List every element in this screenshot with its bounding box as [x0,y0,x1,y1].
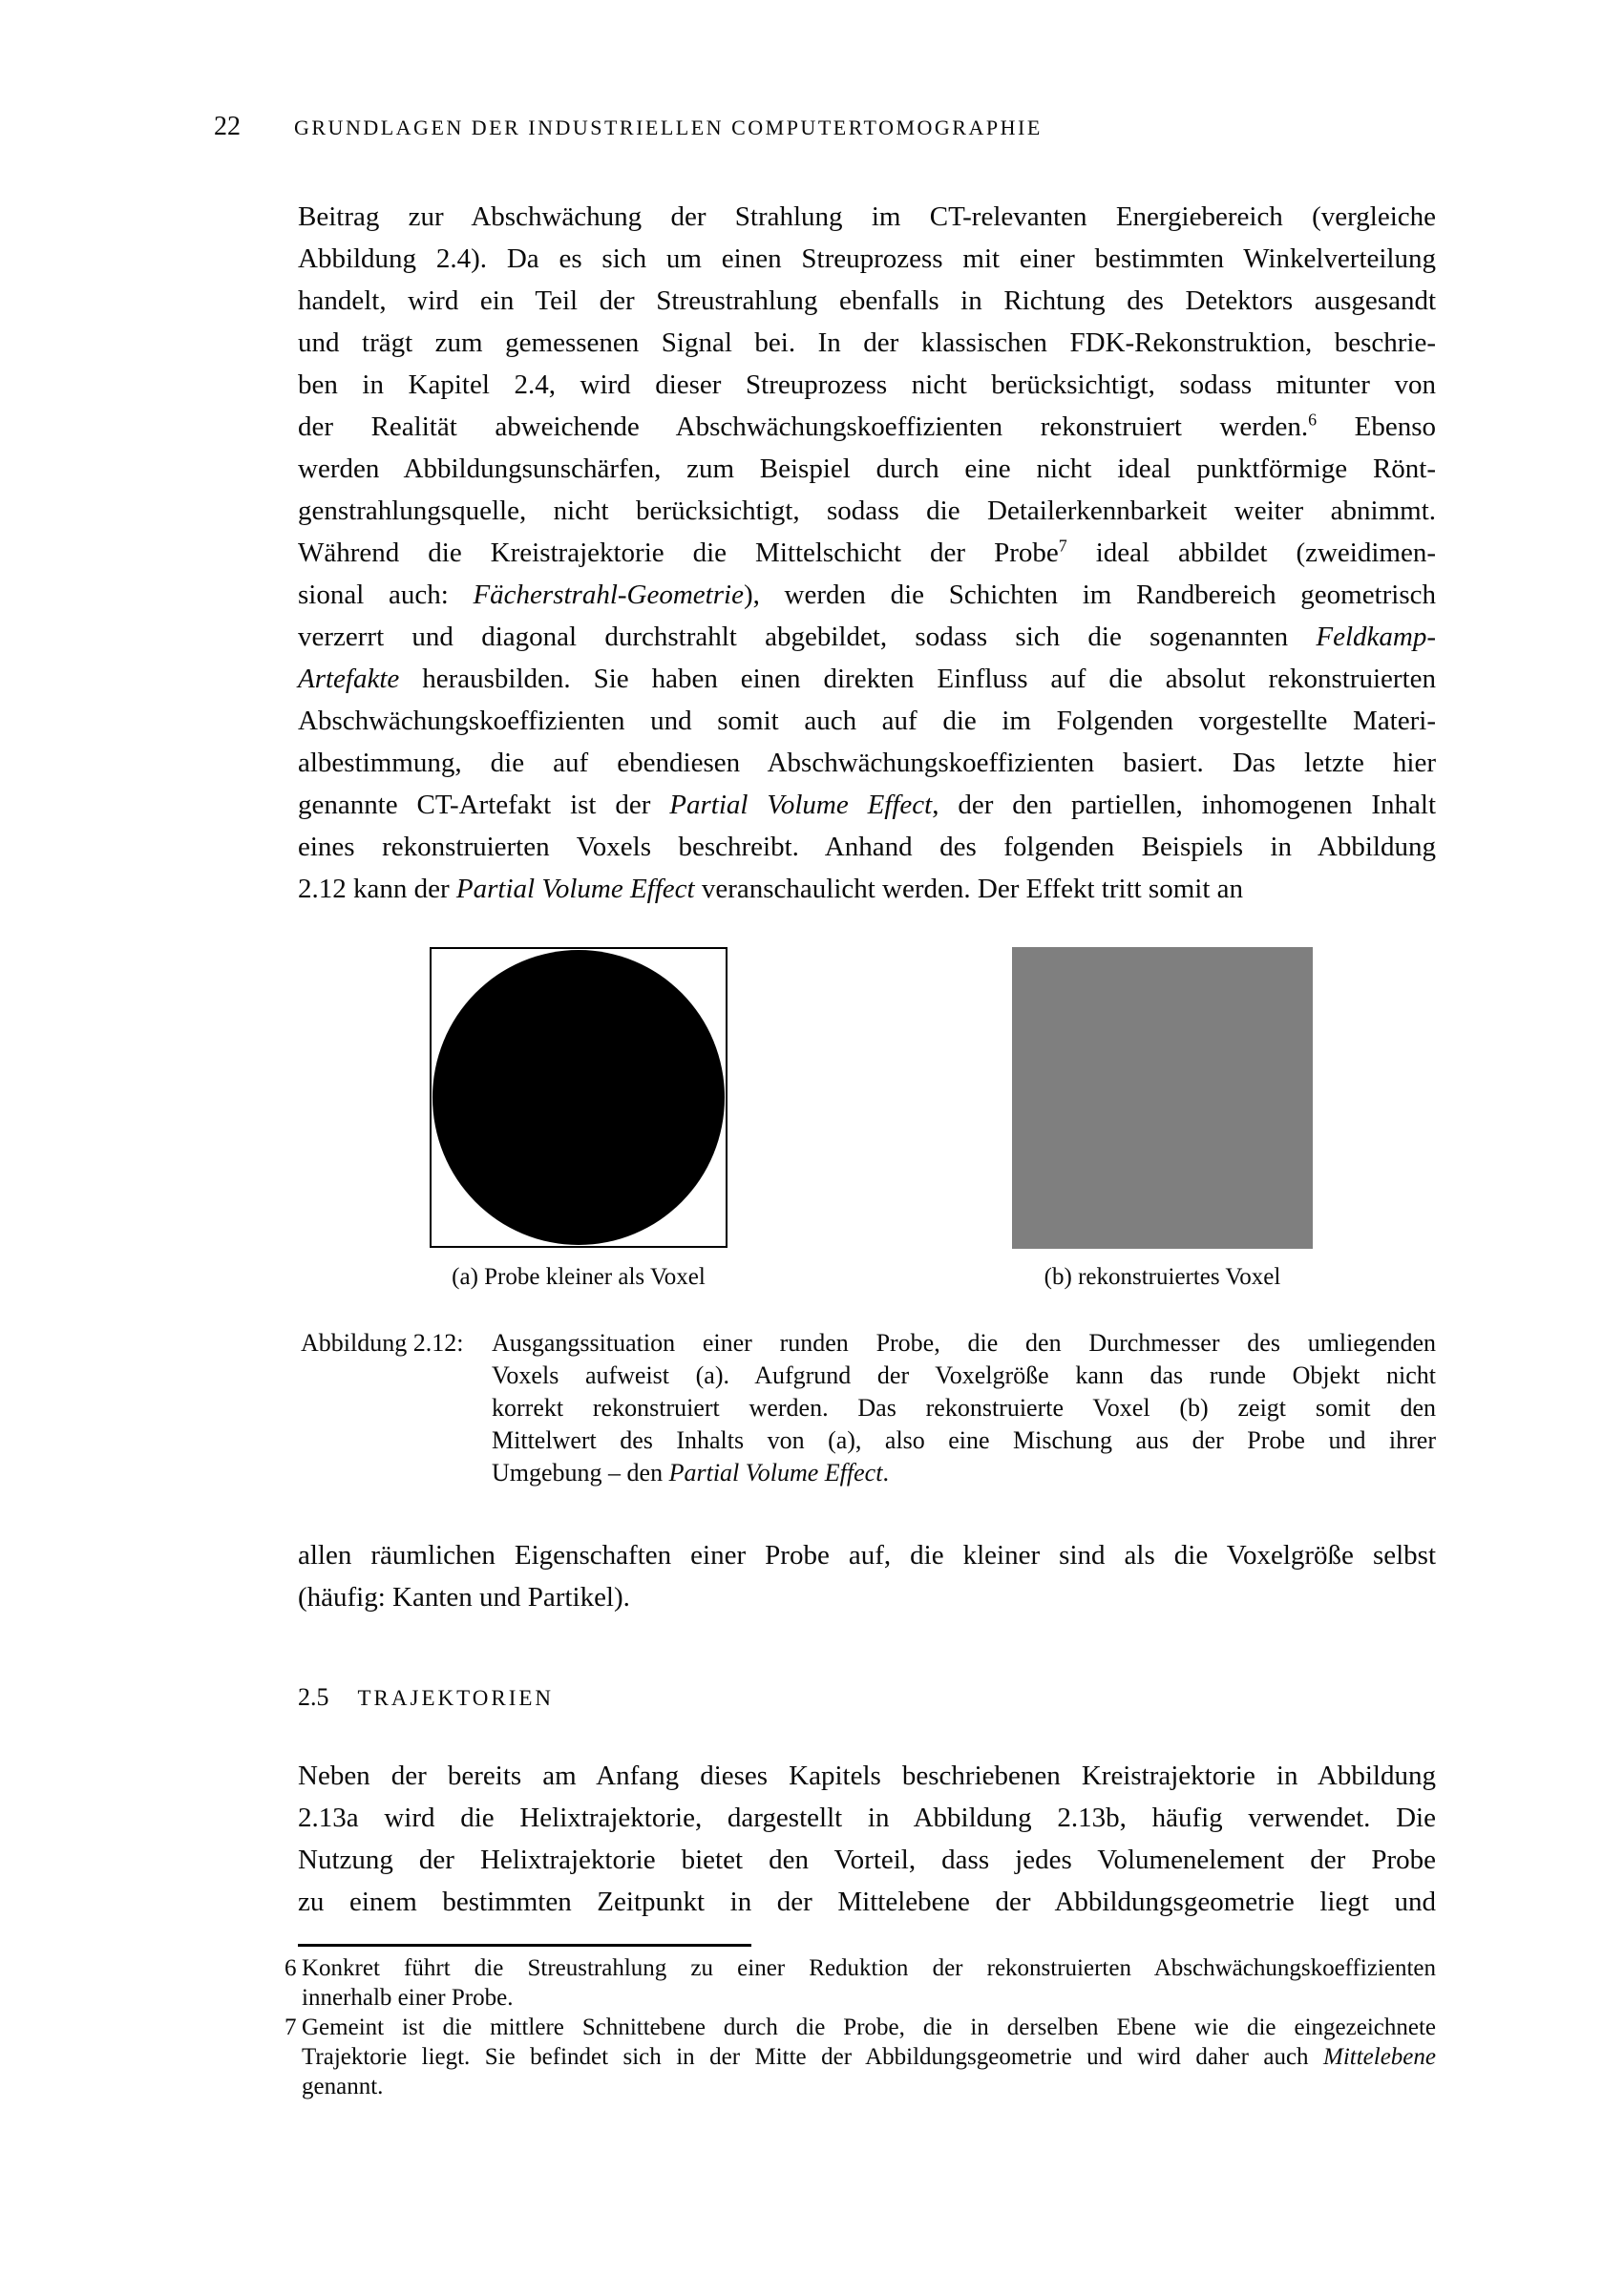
figure-caption-label: Abbildung 2.12: [301,1329,464,1357]
text-line: Umgebung – den Partial Volume Effect. [492,1459,889,1487]
figure-caption-text [492,1327,1436,1489]
text-line: Artefakte herausbilden. Sie haben einen direkten Einfluss auf die absolut rekonstruierten [298,664,1436,694]
text-line: Mittelwert des Inhalts von (a), also eine Mischung aus der Probe und ihrer [492,1426,1436,1454]
text-line: genannt. [302,2074,384,2099]
footnote-7-marker: 7 [285,2014,297,2040]
text-line: und trägt zum gemessenen Signal bei. In der klassischen FDK-Rekonstruktion, beschrie- [298,327,1436,358]
text-line: genstrahlungsquelle, nicht berücksichtigt, sodass die Detailerkennbarkeit weiter abnimmt. [298,496,1436,526]
text-line: zu einem bestimmten Zeitpunkt in der Mittelebene der Abbildungsgeometrie liegt und [298,1887,1436,1917]
text-line: korrekt rekonstruiert werden. Das rekonstruierte Voxel (b) zeigt somit den [492,1394,1436,1422]
text-line: Gemeint ist die mittlere Schnittebene durch die Probe, die in derselben Ebene wie die eingezeichnete [302,2014,1436,2040]
section-title: TRAJEKTORIEN [357,1686,555,1710]
text-line: 2.13a wird die Helixtrajektorie, dargestellt in Abbildung 2.13b, häufig verwendet. Die [298,1803,1436,1833]
text-line: (häufig: Kanten und Partikel). [298,1582,630,1613]
text-line: Während die Kreistrajektorie die Mittelschicht der Probe$^7$ ideal abbildet (zweidimen- [298,536,1436,568]
text-line: genannte CT-Artefakt ist der Partial Volume Effect, der den partiellen, inhomogenen Inhalt [298,790,1437,820]
text-line: Abbildung 2.4). Da es sich um einen Streuprozess mit einer bestimmten Winkelverteilung [298,243,1436,274]
text-line: Nutzung der Helixtrajektorie bietet den Vorteil, dass jedes Volumenelement der Probe [298,1845,1436,1875]
section-heading [298,1683,554,1712]
text-line: allen räumlichen Eigenschaften einer Probe auf, die kleiner sind als die Voxelgröße selbst [298,1540,1436,1571]
text-line: der Realität abweichende Abschwächungskoeffizienten rekonstruiert werden.$^6$ Ebenso [298,410,1436,442]
footnote-6-text [302,1953,1436,2013]
text-line: Konkret führt die Streustrahlung zu einer Reduktion der rekonstruierten Abschwächungskoeffizienten [302,1955,1436,1981]
text-line: Voxels aufweist (a). Aufgrund der Voxelgröße kann das runde Objekt nicht [492,1361,1436,1389]
text-line: werden Abbildungsunschärfen, zum Beispiel durch eine nicht ideal punktförmige Rönt- [298,453,1436,484]
footnote-6-marker: 6 [285,1955,297,1981]
running-header [214,112,1043,142]
section-number: 2.5 [298,1683,329,1711]
text-line: albestimmung, die auf ebendiesen Abschwächungskoeffizienten basiert. Das letzte hier [298,748,1436,778]
text-line: Neben der bereits am Anfang dieses Kapitels beschriebenen Kreistrajektorie in Abbildung [298,1761,1436,1791]
footnote-7 [285,2013,1436,2101]
paragraph-1 [298,196,1436,910]
text-line: Abschwächungskoeffizienten und somit auch auf die im Folgenden vorgestellte Materi- [298,706,1436,736]
text-line: Beitrag zur Abschwächung der Strahlung im CT-relevanten Energiebereich (vergleiche [298,201,1436,232]
paragraph-3 [298,1755,1436,1923]
text-line: Trajektorie liegt. Sie befindet sich in der Mitte der Abbildungsgeometrie und wird daher auch Mittelebene [302,2044,1436,2070]
text-line: Ausgangssituation einer runden Probe, die den Durchmesser des umliegenden [492,1329,1436,1357]
footnote-6 [285,1953,1436,2013]
text-line: innerhalb einer Probe. [302,1985,514,2011]
footnote-7-text [302,2013,1436,2101]
subcaption-a: (a) Probe kleiner als Voxel [452,1264,706,1290]
text-line: sional auch: Fächerstrahl-Geometrie), werden die Schichten im Randbereich geometrisch [298,580,1436,610]
text-line: verzerrt und diagonal durchstrahlt abgebildet, sodass sich die sogenannten Feldkamp- [298,622,1436,652]
text-line: eines rekonstruierten Voxels beschreibt. Anhand des folgenden Beispiels in Abbildung [298,832,1436,862]
text-line: ben in Kapitel 2.4, wird dieser Streuprozess nicht berücksichtigt, sodass mitunter von [298,369,1436,400]
running-title: GRUNDLAGEN DER INDUSTRIELLEN COMPUTERTOMOGRAPHIE [294,116,1043,139]
footnote-rule [298,1944,751,1947]
text-line: 2.12 kann der Partial Volume Effect veranschaulicht werden. Der Effekt tritt somit an [298,874,1244,904]
figure-panel-b [1012,947,1313,1249]
footnote-area [285,1953,1436,2101]
figure-panel-a [430,947,728,1248]
subcaption-b: (b) rekonstruiertes Voxel [1044,1264,1281,1290]
paragraph-2 [298,1534,1436,1618]
probe-circle [432,950,725,1245]
text-line: handelt, wird ein Teil der Streustrahlung ebenfalls in Richtung des Detektors ausgesandt [298,285,1436,316]
page-number: 22 [214,112,241,141]
